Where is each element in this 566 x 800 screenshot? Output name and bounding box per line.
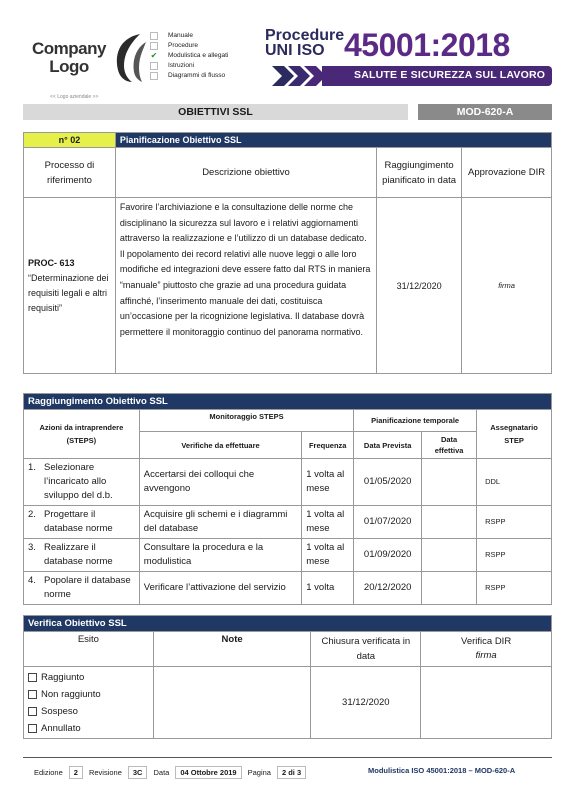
verification-notes[interactable]	[153, 667, 311, 739]
planning-section-title: Pianificazione Obiettivo SSL	[115, 133, 551, 148]
dir-header-sub: firma	[475, 650, 497, 661]
process-code: PROC- 613	[28, 257, 75, 268]
process-header: Processo di riferimento	[24, 148, 116, 198]
planned-date-header: Raggiungimento pianificato in data	[377, 148, 462, 198]
doc-type-label: Istruzioni	[168, 62, 195, 69]
checkbox-icon[interactable]	[28, 690, 37, 699]
verification-table	[23, 615, 552, 739]
page-label: Pagina	[247, 768, 271, 777]
checkbox-icon[interactable]	[150, 62, 158, 70]
step-planned-date: 01/05/2020	[354, 459, 422, 506]
assignee-header: Assegnatario STEP	[477, 410, 552, 459]
step-assignee: RSPP	[477, 572, 552, 605]
actual-header: Data effettiva	[422, 432, 477, 459]
step-action-item	[28, 574, 135, 602]
step-action-text: Realizzare il database norme	[44, 542, 113, 567]
edition-value: 2	[69, 766, 83, 779]
step-action-item	[28, 461, 135, 503]
outcome-label: Sospeso	[41, 705, 78, 717]
step-action	[24, 572, 140, 605]
step-row	[24, 459, 552, 506]
checkbox-icon[interactable]	[150, 42, 158, 50]
doc-type-label: Manuale	[168, 32, 193, 39]
step-actual-date[interactable]	[422, 506, 477, 539]
footer-info	[34, 766, 312, 779]
process-name: “Determinazione dei requisiti legali e altri requisiti”	[28, 272, 109, 313]
doc-type-item	[150, 41, 228, 51]
verification-section-title: Verifica Obiettivo SSL	[24, 616, 552, 632]
step-check: Accertarsi dei colloqui che avvengono	[139, 459, 301, 506]
step-number: 3.	[28, 542, 36, 553]
checks-header: Verifiche da effettuare	[139, 432, 301, 459]
brand-prefix	[265, 28, 344, 58]
frequency-header: Frequenza	[302, 432, 354, 459]
checkbox-icon[interactable]	[28, 673, 37, 682]
brand-line1: Procedure	[265, 27, 345, 44]
checkbox-icon[interactable]	[28, 724, 37, 733]
step-action	[24, 539, 140, 572]
doc-type-item	[150, 31, 228, 41]
outcome-option[interactable]	[28, 686, 149, 703]
step-frequency: 1 volta al mese	[302, 506, 354, 539]
achievement-section-title: Raggiungimento Obiettivo SSL	[24, 394, 552, 410]
approval-header: Approvazione DIR	[462, 148, 552, 198]
outcome-options	[24, 667, 154, 739]
step-action-item	[28, 541, 135, 569]
dir-verification[interactable]	[421, 667, 552, 739]
step-number: 1.	[28, 462, 36, 473]
doc-type-item	[150, 71, 228, 81]
closure-header: Chiusura verificata in data	[311, 632, 421, 667]
checkbox-icon[interactable]	[150, 72, 158, 80]
date-value: 04 Ottobre 2019	[175, 766, 241, 779]
step-check: Consultare la procedura e la modulistica	[139, 539, 301, 572]
step-action-text: Selezionare l’incaricato allo sviluppo del d.b.	[44, 462, 113, 501]
notes-header: Note	[153, 632, 311, 667]
objective-number: n° 02	[24, 133, 116, 148]
logo-text	[32, 40, 106, 76]
step-action-text: Progettare il database norme	[44, 509, 113, 534]
brand-tagline: SALUTE E SICUREZZA SUL LAVORO	[354, 69, 546, 81]
step-check: Acquisire gli schemi e i diagrammi del database	[139, 506, 301, 539]
description-header: Descrizione obiettivo	[115, 148, 376, 198]
document-code: MOD-620-A	[456, 106, 514, 118]
doc-type-item	[150, 51, 228, 61]
checkbox-icon[interactable]	[150, 32, 158, 40]
step-planned-date: 01/07/2020	[354, 506, 422, 539]
logo-swoosh-icon	[110, 32, 150, 84]
checkbox-icon[interactable]	[28, 707, 37, 716]
step-assignee: DDL	[477, 459, 552, 506]
step-actual-date[interactable]	[422, 539, 477, 572]
page-value: 2 di 3	[277, 766, 306, 779]
document-reference: Modulistica ISO 45001:2018 – MOD-620-A	[368, 766, 516, 775]
step-number: 4.	[28, 575, 36, 586]
logo-text-line1: Company	[32, 39, 106, 58]
outcome-label: Annullato	[41, 722, 81, 734]
planned-header: Data Prevista	[354, 432, 422, 459]
brand-line2: UNI ISO	[265, 42, 325, 59]
doc-type-label: Diagrammi di flusso	[168, 72, 226, 79]
revision-label: Revisione	[88, 768, 122, 777]
achievement-table	[23, 393, 552, 605]
dir-header-title: Verifica DIR	[461, 636, 512, 647]
document-type-list	[150, 31, 228, 81]
timing-header: Pianificazione temporale	[354, 410, 477, 432]
checkmark-icon[interactable]: ✔	[150, 51, 158, 60]
step-check: Verificare l’attivazione del servizio	[139, 572, 301, 605]
document-code-bar	[418, 104, 552, 120]
company-logo	[30, 30, 150, 90]
step-action-item	[28, 508, 135, 536]
document-title-bar	[23, 104, 408, 120]
doc-type-label: Modulistica e allegati	[168, 52, 229, 59]
document-title: OBIETTIVI SSL	[178, 106, 253, 118]
actions-header: Azioni da intraprendere (STEPS)	[24, 410, 140, 459]
monitoring-header: Monitoraggio STEPS	[139, 410, 353, 432]
objective-description: Favorire l’archiviazione e la consultazione delle norme che disciplinano la sicurezza sul lavoro e i relativi aggiornamenti attraverso la realizzazione e l’utilizzo di un database dedicato. Il popolamento dei record relativi alle nuove leggi o alle loro modifiche ed integrazioni deve essere fatto dal RTS in maniera “manuale” piuttosto che grazie ad una procedura guidata affinché, l’inserimento manuale dei dati, costituisca un’occasione per la ricognizione legislativa. Il database dovrà permettere il monitoraggio continuo del panorama normativo.	[115, 198, 376, 374]
outcome-option[interactable]	[28, 720, 149, 737]
logo-caption: << Logo aziendale >>	[50, 94, 99, 100]
step-number: 2.	[28, 509, 36, 520]
outcome-header: Esito	[24, 632, 154, 667]
outcome-option[interactable]	[28, 703, 149, 720]
step-action-text: Popolare il database norme	[44, 575, 131, 600]
step-assignee: RSPP	[477, 506, 552, 539]
revision-value: 3C	[128, 766, 148, 779]
approval-signature: firma	[462, 198, 552, 374]
step-frequency: 1 volta al mese	[302, 459, 354, 506]
date-label: Data	[153, 768, 170, 777]
outcome-label: Raggiunto	[41, 671, 85, 683]
outcome-label: Non raggiunto	[41, 688, 101, 700]
step-row	[24, 506, 552, 539]
step-planned-date: 20/12/2020	[354, 572, 422, 605]
dir-header	[421, 632, 552, 667]
step-row	[24, 572, 552, 605]
logo-text-line2: Logo	[49, 57, 89, 76]
doc-type-item	[150, 61, 228, 71]
step-planned-date: 01/09/2020	[354, 539, 422, 572]
step-action	[24, 506, 140, 539]
outcome-option[interactable]	[28, 669, 149, 686]
planned-date: 31/12/2020	[377, 198, 462, 374]
step-frequency: 1 volta al mese	[302, 539, 354, 572]
step-action	[24, 459, 140, 506]
footer-divider	[23, 757, 552, 758]
step-frequency: 1 volta	[302, 572, 354, 605]
edition-label: Edizione	[34, 768, 63, 777]
doc-type-label: Procedure	[168, 42, 198, 49]
process-cell	[24, 198, 116, 374]
step-actual-date[interactable]	[422, 459, 477, 506]
step-actual-date[interactable]	[422, 572, 477, 605]
brand-code: 45001:2018	[344, 27, 510, 63]
step-row	[24, 539, 552, 572]
step-assignee: RSPP	[477, 539, 552, 572]
closure-date: 31/12/2020	[311, 667, 421, 739]
planning-table	[23, 132, 552, 374]
brand-tagline-bar	[272, 66, 552, 86]
